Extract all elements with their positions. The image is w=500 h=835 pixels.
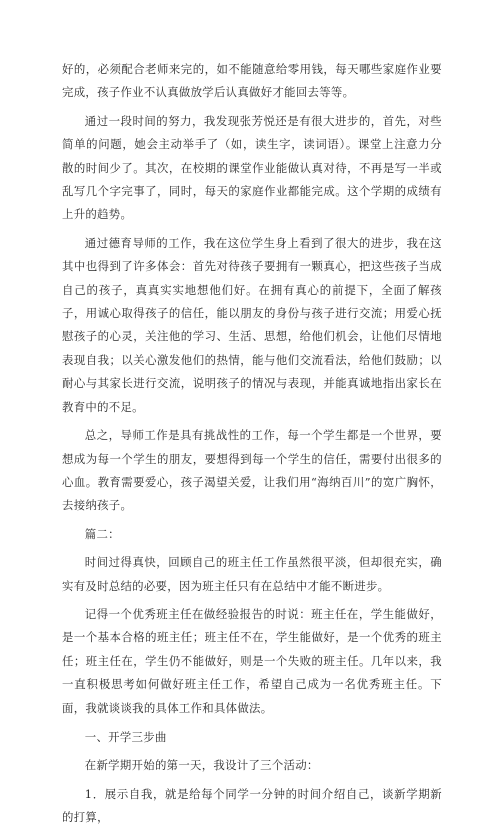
- paragraph-6: 记得一个优秀班主任在做经验报告的时说：班主任在，学生能做好，是一个基本合格的班主任；班主任不在，学生能做好，是一个优秀的班主任；班主任在，学生仍不能做好，则是一个失败的班主任。几年以来，我一直积极思考如何做好班主任工作，希望自己成为一名优秀班主任。下面，我就谈谈我的具体工作和具体做法。: [62, 606, 442, 715]
- paragraph-5: 时间过得真快，回顾自己的班主任工作虽然很平淡，但却很充实，确实有及时总结的必要，因为班主任只有在总结中才能不断进步。: [62, 555, 442, 593]
- paragraph-2: 通过一段时间的努力，我发现张芳悦还是有很大进步的，首先，对些简单的问题，她会主动举手了（如，读生字，读词语）。课堂上注意力分散的时间少了。其次，在校期的课堂作业能做认真对待，不再是写一半或乱写几个字完事了，同时，每天的家庭作业都能完成。这个学期的成绩有上升的趋势。: [62, 113, 442, 222]
- section-heading-1: 一、开学三步曲: [84, 729, 167, 744]
- paragraph-1: 好的，必须配合老师来完的，如不能随意给零用钱，每天哪些家庭作业要完成，孩子作业不认真做放学后认真做好才能回去等等。: [62, 62, 442, 100]
- section-label-part-two: 篇二：: [84, 526, 120, 541]
- paragraph-3: 通过德育导师的工作，我在这位学生身上看到了很大的进步，我在这其中也得到了许多体会：首先对待孩子要拥有一颗真心，把这些孩子当成自己的孩子，真真实实地想他们好。在拥有真心的前提下，全面了解孩子，用诚心取得孩子的信任，能以朋友的身份与孩子进行交流；用爱心抚慰孩子的心灵，关注他的学习、生活、思想，给他们机会，让他们尽情地表现自我；以关心激发他们的热情，能与他们交流看法，给他们鼓励；以耐心与其家长进行交流，说明孩子的情况与表现，并能真诚地指出家长在教育中的不足。: [62, 235, 442, 414]
- paragraph-7: 在新学期开始的第一天，我设计了三个活动：: [84, 758, 319, 773]
- paragraph-4: 总之，导师工作是具有挑战性的工作，每一个学生都是一个世界，要想成为每一个学生的朋友，要想得到每一个学生的信任，需要付出很多的心血。教育需要爱心，孩子渴望关爱，让我们用“海纳百川”的宽广胸怀，去接纳孩子。: [62, 428, 442, 513]
- document-body: [62, 58, 442, 835]
- list-item-1: 1．展示自我，就是给每个同学一分钟的时间介绍自己，谈新学期新的打算，: [62, 786, 442, 825]
